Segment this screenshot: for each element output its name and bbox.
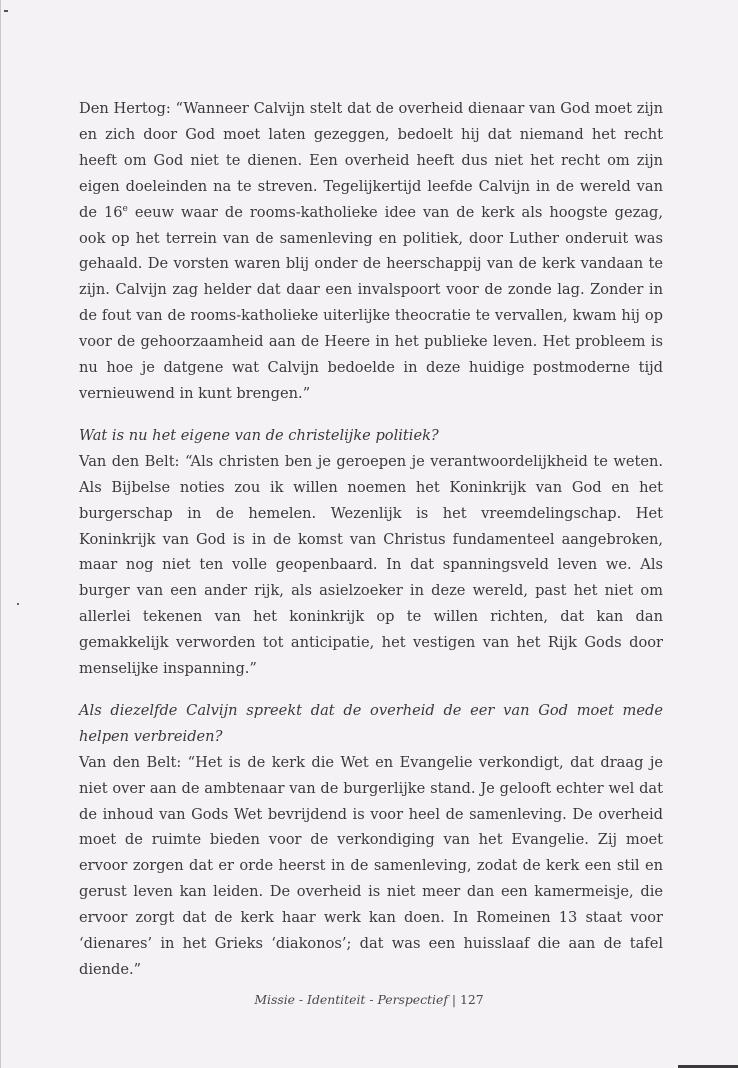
question-calvin-government: Als diezelfde Calvijn spreekt dat de overheid de eer van God moet mede helpen verbreiden? [79, 701, 663, 745]
paragraph-van-den-belt-1: Van den Belt: “Als christen ben je geroepen je verantwoordelijkheid te weten. Als Bijbelse noties zou ik willen noemen het Koninkrijk van God en het burgerschap in de hemelen. Wezenlijk is het vreemdelingschap. Het Koninkrijk van God is in de komst van Christus fundamenteel aangebroken, maar nog niet ten volle geopenbaard. In dat spanningsveld leven we. Als burger van een ander rijk, als asielzoeker in deze wereld, past het niet om allerlei tekenen van het koninkrijk op te willen richten, dat kan dan gemakkelijk verworden tot anticipatie, het vestigen van het Rijk Gods door menselijke inspanning.” [79, 452, 663, 678]
corner-mark [4, 10, 8, 12]
question-christian-politics: Wat is nu het eigene van de christelijke politiek? [79, 426, 439, 444]
paragraph-van-den-belt-2: Van den Belt: “Het is de kerk die Wet en Evangelie verkondigt, dat draag je niet over aan de ambtenaar van de burgerlijke stand. Je gelooft echter wel dat de inhoud van Gods Wet bevrijdend is voor heel de samenleving. De overheid moet de ruimte bieden voor de verkondiging van het Evangelie. Zij moet ervoor zorgen dat er orde heerst in de samenleving, zodat de kerk een stil en gerust leven kan leiden. De overheid is niet meer dan een kamermeisje, die ervoor zorgt dat de kerk haar werk kan doen. In Romeinen 13 staat voor ‘dienares’ in het Grieks ‘diakonos’; dat was een huisslaaf die aan de tafel diende.” [79, 753, 663, 978]
page-number: 127 [460, 992, 484, 1007]
footer-separator: | [451, 992, 457, 1007]
paragraph-den-hertog: Den Hertog: “Wanneer Calvijn stelt dat de overheid dienaar van God moet zijn en zich door God moet laten gezeggen, bedoelt hij dat niemand het recht heeft om God niet te dienen. Een overheid heeft dus niet het recht om zijn eigen doeleinden na te streven. Tegelijkertijd leefde Calvijn in de wereld van de 16e eeuw waar de rooms-katholieke idee van de kerk als hoogste gezag, ook op het terrein van de samenleving en politiek, door Luther onderuit was gehaald. De vorsten waren blij onder de heerschappij van de kerk vandaan te zijn. Calvijn zag helder dat daar een invalspoort voor de zonde lag. Zonder in de fout van de rooms-katholieke uiterlijke theocratie te vervallen, kwam hij op voor de gehoorzaamheid aan de Heere in het publieke leven. Het probleem is nu hoe je datgene wat Calvijn bedoelde in deze huidige postmoderne tijd vernieuwend in kunt brengen.” [79, 100, 664, 402]
body-text [79, 96, 663, 983]
margin-dot [17, 603, 19, 605]
page-footer [0, 992, 738, 1007]
page-gutter-line [0, 0, 1, 1068]
running-footer-title: Missie - Identiteit - Perspectief [254, 992, 448, 1007]
